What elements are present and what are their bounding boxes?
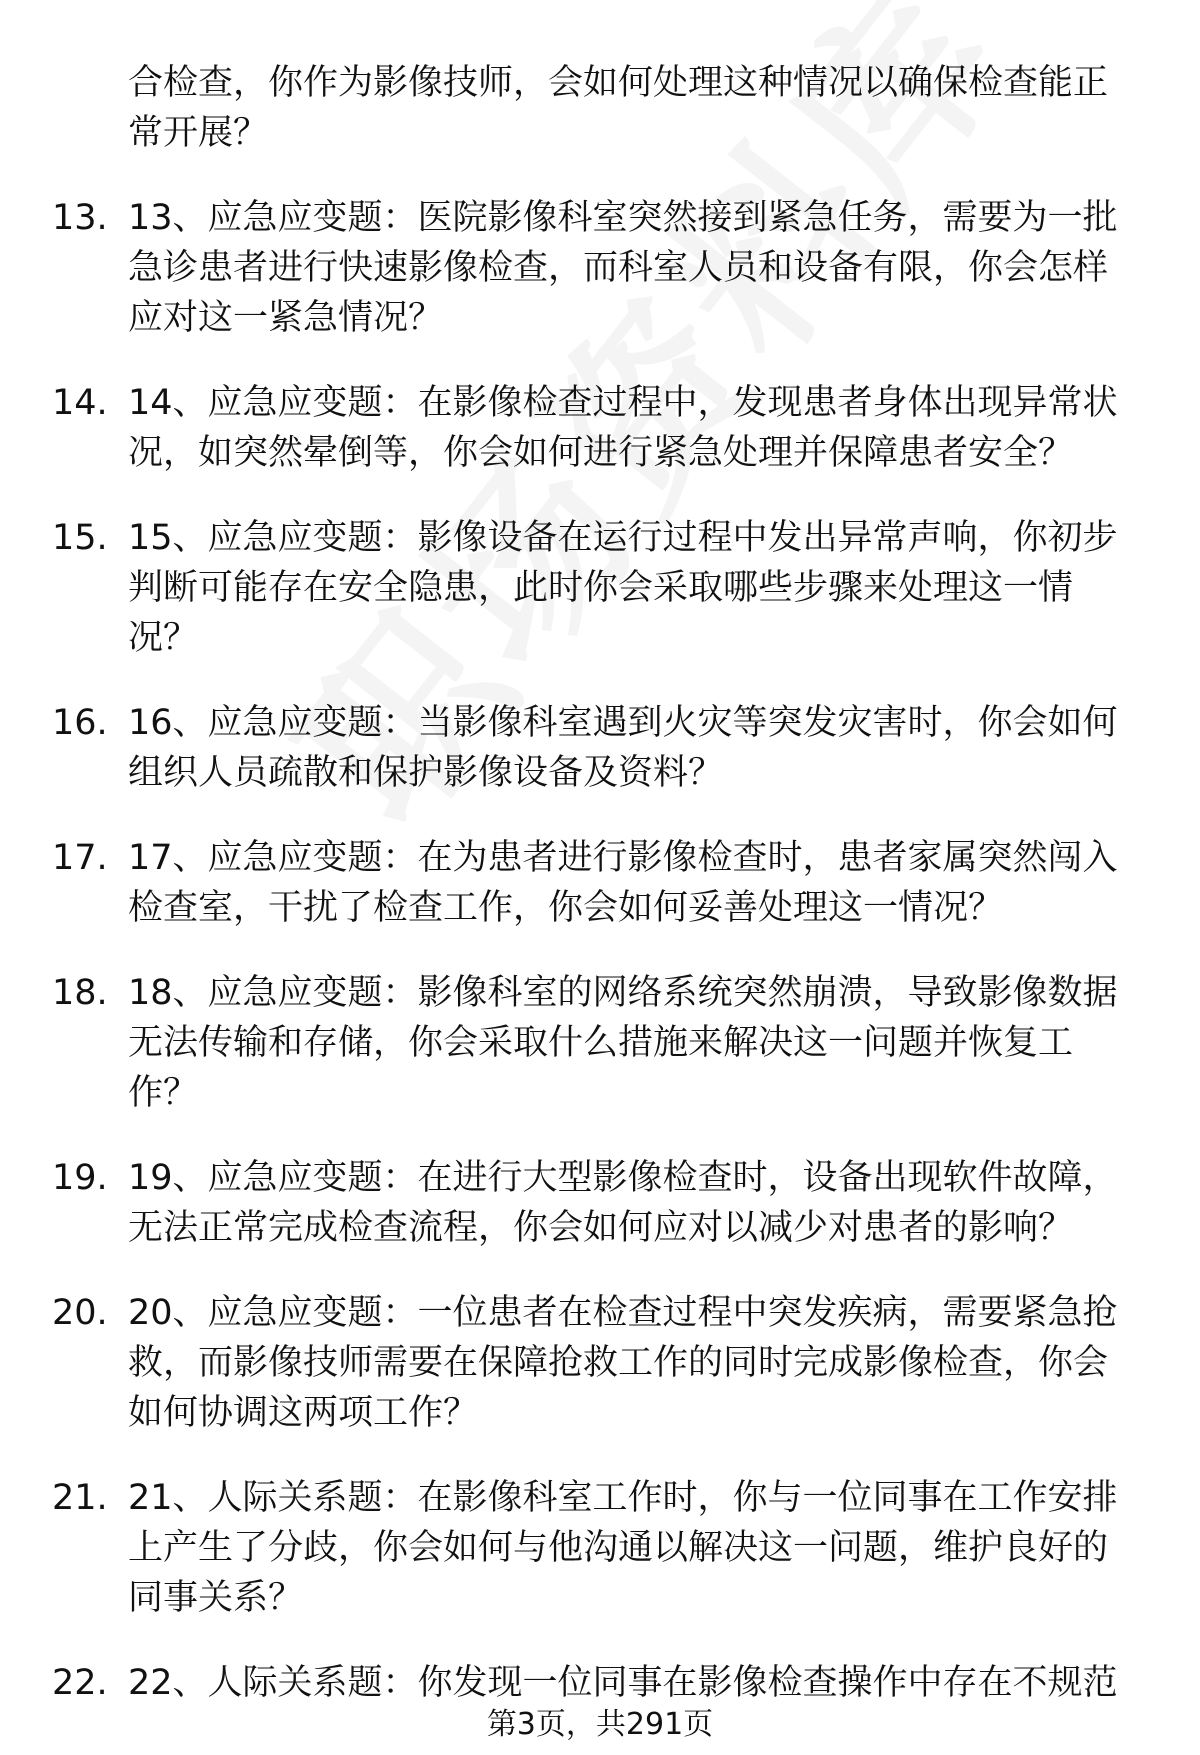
question-item: [0, 1153, 1200, 1253]
document-body: [0, 58, 1200, 1708]
text-line: 20、应急应变题：一位患者在检查过程中突发疾病，需要紧急抢: [128, 1293, 1118, 1333]
question-text: [128, 193, 1148, 343]
text-line: 常开展？: [128, 113, 269, 153]
question-item: [0, 698, 1200, 798]
question-text: [128, 968, 1148, 1118]
question-number: 17.: [52, 838, 108, 878]
question-item: [0, 968, 1200, 1118]
question-text: [128, 513, 1148, 663]
question-number: 19.: [52, 1158, 108, 1198]
question-text: [128, 1153, 1148, 1253]
text-line: 判断可能存在安全隐患，此时你会采取哪些步骤来处理这一情: [128, 568, 1074, 608]
page-footer: 第3页，共291页: [486, 1707, 714, 1742]
text-line: 作？: [128, 1073, 199, 1113]
text-line: 检查室，干扰了检查工作，你会如何妥善处理这一情况？: [128, 888, 1004, 928]
question-list: [0, 193, 1200, 1708]
text-line: 18、应急应变题：影像科室的网络系统突然崩溃，导致影像数据: [128, 973, 1118, 1013]
text-line: 19、应急应变题：在进行大型影像检查时，设备出现软件故障，: [128, 1158, 1118, 1198]
question-number: 22.: [52, 1663, 108, 1703]
text-line: 急诊患者进行快速影像检查，而科室人员和设备有限，你会怎样: [128, 248, 1109, 288]
text-line: 无法传输和存储，你会采取什么措施来解决这一问题并恢复工: [128, 1023, 1074, 1063]
text-line: 组织人员疏散和保护影像设备及资料？: [128, 753, 724, 793]
text-line: 应对这一紧急情况？: [128, 298, 444, 338]
text-line: 17、应急应变题：在为患者进行影像检查时，患者家属突然闯入: [128, 838, 1118, 878]
question-number: 20.: [52, 1293, 108, 1333]
text-line: 合检查，你作为影像技师，会如何处理这种情况以确保检查能正: [128, 63, 1109, 103]
text-line: 救，而影像技师需要在保障抢救工作的同时完成影像检查，你会: [128, 1343, 1109, 1383]
text-line: 况？: [128, 618, 199, 658]
question-text: [128, 1658, 1148, 1708]
text-line: 22、人际关系题：你发现一位同事在影像检查操作中存在不规范: [128, 1663, 1118, 1703]
question-text: [128, 1288, 1148, 1438]
question-text: [128, 1473, 1148, 1623]
text-line: 况，如突然晕倒等，你会如何进行紧急处理并保障患者安全？: [128, 433, 1074, 473]
question-text: [128, 833, 1148, 933]
text-line: 21、人际关系题：在影像科室工作时，你与一位同事在工作安排: [128, 1478, 1118, 1518]
question-item: [0, 1473, 1200, 1623]
question-number: 21.: [52, 1478, 108, 1518]
question-number: 15.: [52, 518, 108, 558]
question-number: 13.: [52, 198, 108, 238]
question-text: [128, 698, 1148, 798]
question-item: [0, 513, 1200, 663]
text-line: 13、应急应变题：医院影像科室突然接到紧急任务，需要为一批: [128, 198, 1118, 238]
text-line: 上产生了分歧，你会如何与他沟通以解决这一问题，维护良好的: [128, 1528, 1109, 1568]
question-text: [128, 378, 1148, 478]
question-item: [0, 1658, 1200, 1708]
question-number: 18.: [52, 973, 108, 1013]
text-line: 14、应急应变题：在影像检查过程中，发现患者身体出现异常状: [128, 383, 1118, 423]
question-item: [0, 193, 1200, 343]
question-item: [0, 833, 1200, 933]
text-line: 同事关系？: [128, 1578, 304, 1618]
question-number: 14.: [52, 383, 108, 423]
text-line: 16、应急应变题：当影像科室遇到火灾等突发灾害时，你会如何: [128, 703, 1118, 743]
text-line: 15、应急应变题：影像设备在运行过程中发出异常声响，你初步: [128, 518, 1118, 558]
question-item: [0, 378, 1200, 478]
question-number: 16.: [52, 703, 108, 743]
question-item: [0, 1288, 1200, 1438]
continuation-paragraph: [0, 58, 1200, 158]
text-line: 如何协调这两项工作？: [128, 1393, 479, 1433]
text-line: 无法正常完成检查流程，你会如何应对以减少对患者的影响？: [128, 1208, 1074, 1248]
